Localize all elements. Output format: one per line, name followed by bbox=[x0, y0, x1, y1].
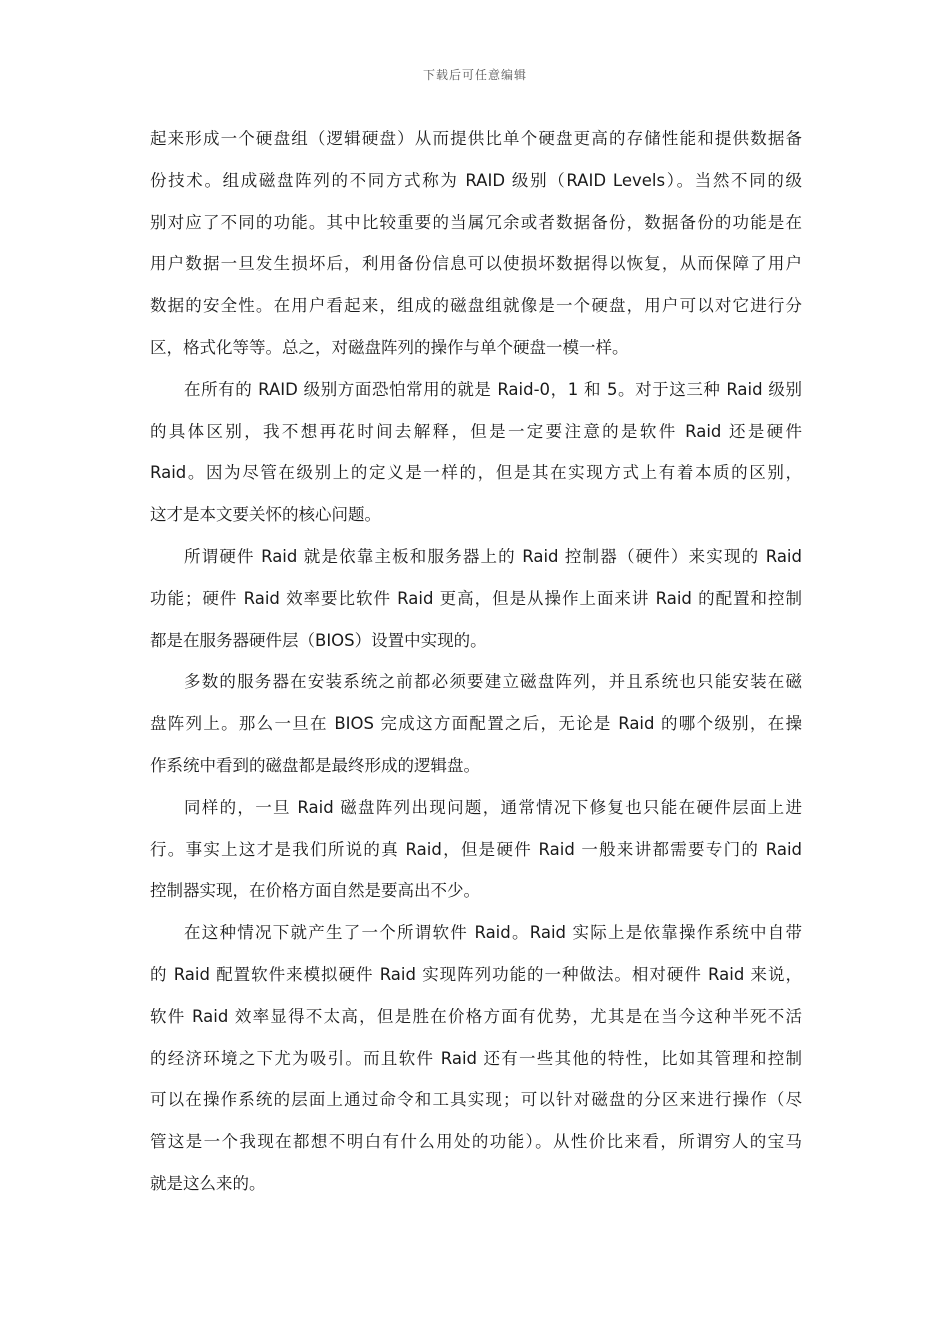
paragraph bbox=[150, 661, 802, 786]
text-line: 行。事实上这才是我们所说的真 Raid，但是硬件 Raid 一般来讲都需要专门的 Raid bbox=[150, 839, 802, 859]
text-line: 别对应了不同的功能。其中比较重要的当属冗余或者数据备份，数据备份的功能是在 bbox=[150, 212, 802, 232]
text-line: 起来形成一个硬盘组（逻辑硬盘）从而提供比单个硬盘更高的存储性能和提供数据备 bbox=[150, 129, 802, 148]
text-line: 就是这么来的。 bbox=[150, 1173, 266, 1193]
text-line: 数据的安全性。在用户看起来，组成的磁盘组就像是一个硬盘，用户可以对它进行分 bbox=[150, 296, 802, 316]
paragraph bbox=[150, 912, 802, 1205]
paragraph bbox=[150, 536, 802, 661]
text-line: 在这种情况下就产生了一个所谓软件 Raid。Raid 实际上是依靠操作系统中自带 bbox=[184, 923, 802, 943]
text-line: 份技术。组成磁盘阵列的不同方式称为 RAID 级别（RAID Levels）。当然不同的级 bbox=[150, 170, 802, 190]
text-line: 可以在操作系统的层面上通过命令和工具实现；可以针对磁盘的分区来进行操作（尽 bbox=[150, 1090, 802, 1110]
paragraph bbox=[150, 787, 802, 912]
text-line: 软件 Raid 效率显得不太高，但是胜在价格方面有优势，尤其是在当今这种半死不活 bbox=[150, 1006, 802, 1026]
text-line: 所谓硬件 Raid 就是依靠主板和服务器上的 Raid 控制器（硬件）来实现的 Raid bbox=[184, 546, 802, 566]
text-line: 管这是一个我现在都想不明白有什么用处的功能）。从性价比来看，所谓穷人的宝马 bbox=[150, 1132, 802, 1152]
text-line: 区，格式化等等。总之，对磁盘阵列的操作与单个硬盘一模一样。 bbox=[150, 337, 629, 357]
text-line: 功能；硬件 Raid 效率要比软件 Raid 更高，但是从操作上面来讲 Raid 的配置和控制 bbox=[150, 588, 802, 608]
text-line: 的具体区别，我不想再花时间去解释，但是一定要注意的是软件 Raid 还是硬件 bbox=[150, 421, 802, 441]
page-header: 下载后可任意编辑 bbox=[422, 68, 527, 82]
text-line: 的 Raid 配置软件来模拟硬件 Raid 实现阵列功能的一种做法。相对硬件 Raid 来说， bbox=[150, 964, 802, 984]
text-line: 在所有的 RAID 级别方面恐怕常用的就是 Raid-0，1 和 5。对于这三种 Raid 级别 bbox=[184, 379, 802, 399]
text-line: 的经济环境之下尤为吸引。而且软件 Raid 还有一些其他的特性，比如其管理和控制 bbox=[150, 1048, 802, 1068]
text-line: 用户数据一旦发生损坏后，利用备份信息可以使损坏数据得以恢复，从而保障了用户 bbox=[150, 254, 802, 274]
text-line: Raid。因为尽管在级别上的定义是一样的，但是其在实现方式上有着本质的区别， bbox=[150, 463, 802, 483]
paragraph bbox=[150, 118, 802, 369]
text-line: 作系统中看到的磁盘都是最终形成的逻辑盘。 bbox=[150, 755, 480, 775]
text-line: 多数的服务器在安装系统之前都必须要建立磁盘阵列，并且系统也只能安装在磁 bbox=[184, 672, 802, 692]
text-line: 盘阵列上。那么一旦在 BIOS 完成这方面配置之后，无论是 Raid 的哪个级别，在操 bbox=[150, 714, 802, 734]
text-line: 同样的，一旦 Raid 磁盘阵列出现问题，通常情况下修复也只能在硬件层面上进 bbox=[184, 797, 802, 817]
document-body bbox=[150, 118, 802, 1205]
paragraph bbox=[150, 369, 802, 536]
text-line: 都是在服务器硬件层（BIOS）设置中实现的。 bbox=[150, 630, 487, 650]
text-line: 这才是本文要关怀的核心问题。 bbox=[150, 505, 381, 525]
text-line: 控制器实现，在价格方面自然是要高出不少。 bbox=[150, 881, 480, 901]
